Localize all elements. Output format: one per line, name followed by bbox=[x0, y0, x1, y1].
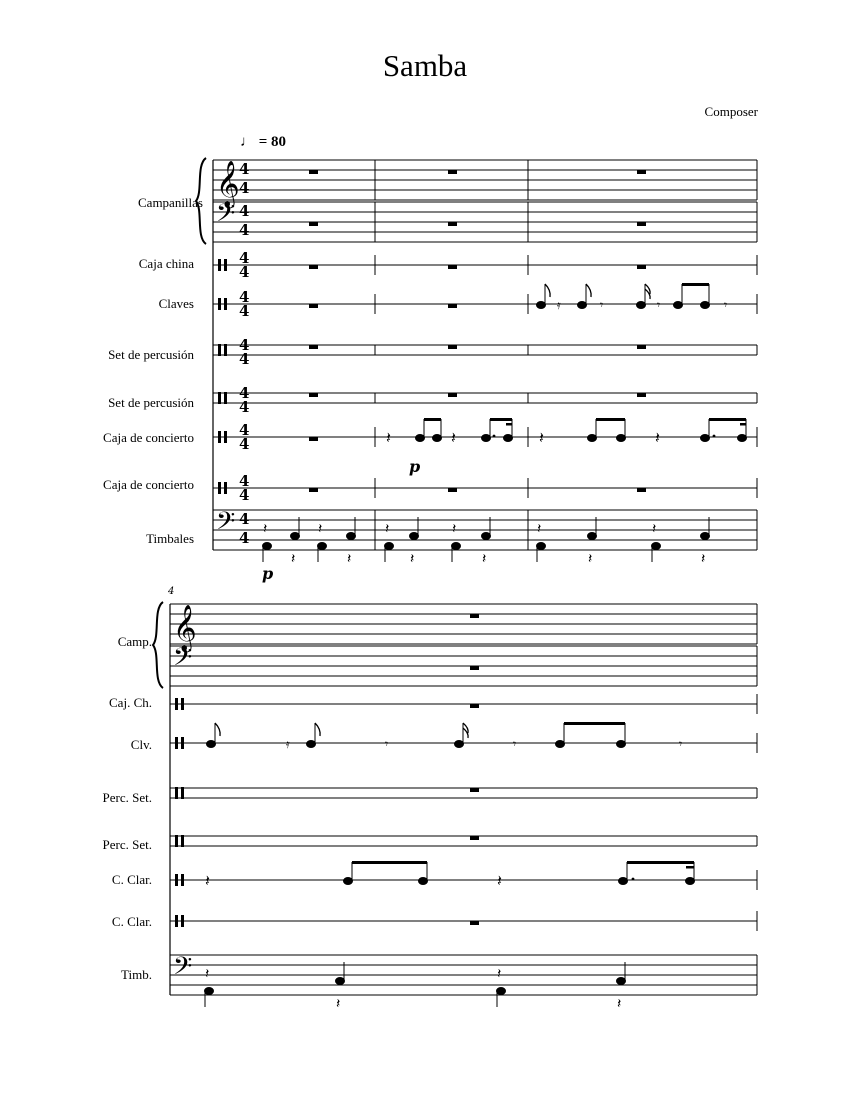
svg-text:𝄽: 𝄽 bbox=[452, 521, 457, 537]
staff-perc-set-2-s2 bbox=[170, 836, 757, 846]
svg-text:𝄽: 𝄽 bbox=[347, 551, 352, 567]
svg-text:𝄽: 𝄽 bbox=[336, 996, 341, 1012]
svg-text:𝄽: 𝄽 bbox=[652, 521, 657, 537]
svg-text:4: 4 bbox=[239, 486, 250, 504]
dynamic-piano: p bbox=[409, 457, 421, 476]
svg-text:4: 4 bbox=[239, 336, 250, 354]
brace-campanillas bbox=[196, 158, 206, 244]
svg-text:𝄽: 𝄽 bbox=[588, 551, 593, 567]
instrument-label-camp-short: Camp. bbox=[117, 634, 152, 649]
svg-text:𝄽: 𝄽 bbox=[701, 551, 706, 567]
svg-text:𝄽: 𝄽 bbox=[410, 551, 415, 567]
svg-text:𝄾: 𝄾 bbox=[385, 737, 389, 751]
c-clar-notes-system2 bbox=[205, 861, 695, 890]
claves-notes-system2 bbox=[207, 722, 683, 751]
svg-text:𝄾: 𝄾 bbox=[513, 737, 517, 751]
instrument-label-perc-set-short-1: Perc. Set. bbox=[102, 790, 152, 805]
svg-text:𝄽: 𝄽 bbox=[497, 966, 502, 982]
time-signatures bbox=[239, 160, 249, 547]
svg-text:4: 4 bbox=[239, 288, 250, 306]
instrument-label-caja-concierto-2: Caja de concierto bbox=[103, 477, 194, 492]
svg-text:𝄽: 𝄽 bbox=[451, 428, 456, 447]
staff-set-percusion-1 bbox=[213, 345, 757, 355]
instrument-label-set-percusion-1: Set de percusión bbox=[108, 347, 194, 362]
svg-text:4: 4 bbox=[239, 221, 250, 239]
svg-text:𝄽: 𝄽 bbox=[537, 521, 542, 537]
staff-campanillas-treble bbox=[213, 160, 757, 200]
svg-text:𝄽: 𝄽 bbox=[385, 521, 390, 537]
svg-text:4: 4 bbox=[239, 398, 250, 416]
svg-text:4: 4 bbox=[239, 384, 250, 402]
svg-text:𝄽: 𝄽 bbox=[617, 996, 622, 1012]
svg-text:𝄾: 𝄾 bbox=[657, 298, 661, 312]
svg-text:4: 4 bbox=[239, 510, 250, 528]
composer-name: Composer bbox=[704, 104, 758, 119]
svg-text:4: 4 bbox=[239, 421, 250, 439]
staff-timbales bbox=[213, 510, 757, 550]
timbales-notes-system1 bbox=[263, 517, 710, 567]
whole-rests-system1 bbox=[309, 170, 646, 492]
svg-text:𝄿: 𝄿 bbox=[286, 737, 290, 751]
whole-rests-system2 bbox=[470, 614, 479, 925]
percussion-clefs bbox=[175, 259, 227, 927]
caja-concierto-notes bbox=[386, 418, 747, 447]
score-title: Samba bbox=[382, 48, 468, 83]
svg-text:𝄽: 𝄽 bbox=[482, 551, 487, 567]
instrument-label-perc-set-short-2: Perc. Set. bbox=[102, 837, 152, 852]
claves-measure-3-notes bbox=[537, 283, 728, 312]
svg-text:4: 4 bbox=[239, 472, 250, 490]
svg-text:4: 4 bbox=[239, 263, 250, 281]
staff-perc-set-1-s2 bbox=[170, 788, 757, 798]
instrument-label-caj-ch-short: Caj. Ch. bbox=[109, 695, 152, 710]
instrument-label-clv-short: Clv. bbox=[130, 737, 152, 752]
svg-text:4: 4 bbox=[239, 202, 250, 220]
staff-camp-treble-s2 bbox=[170, 604, 757, 644]
bass-clef-icon: 𝄢 bbox=[216, 199, 236, 234]
instrument-label-claves: Claves bbox=[158, 296, 194, 311]
instrument-label-c-clar-short-1: C. Clar. bbox=[111, 872, 152, 887]
tempo-value: = 80 bbox=[258, 134, 287, 150]
measure-number: 4 bbox=[168, 586, 175, 597]
timb-notes-system2 bbox=[205, 962, 626, 1012]
brace-camp-s2 bbox=[153, 602, 163, 688]
svg-text:𝄾: 𝄾 bbox=[600, 298, 604, 312]
svg-text:𝄽: 𝄽 bbox=[318, 521, 323, 537]
svg-text:𝄽: 𝄽 bbox=[655, 428, 660, 447]
instrument-label-c-clar-short-2: C. Clar. bbox=[111, 914, 152, 929]
svg-text:4: 4 bbox=[239, 435, 250, 453]
svg-text:4: 4 bbox=[239, 302, 250, 320]
svg-text:𝄽: 𝄽 bbox=[539, 428, 544, 447]
svg-text:𝄽: 𝄽 bbox=[497, 871, 502, 890]
bass-clef-icon: 𝄢 bbox=[173, 952, 193, 987]
bass-clef-icon: 𝄢 bbox=[216, 507, 236, 542]
svg-text:𝄽: 𝄽 bbox=[205, 871, 210, 890]
instrument-label-timbales: Timbales bbox=[146, 531, 194, 546]
treble-clef-icon: 𝄞 bbox=[173, 605, 197, 651]
staff-camp-bass-s2 bbox=[170, 646, 757, 686]
svg-text:4: 4 bbox=[239, 160, 250, 178]
svg-text:4: 4 bbox=[239, 350, 250, 368]
dynamic-piano-timbales: p bbox=[262, 564, 274, 583]
quarter-note-icon: ♩ bbox=[240, 134, 255, 150]
instrument-label-set-percusion-2: Set de percusión bbox=[108, 395, 194, 410]
svg-text:𝄿: 𝄿 bbox=[557, 298, 561, 312]
svg-text:4: 4 bbox=[239, 179, 250, 197]
bass-clef-icon: 𝄢 bbox=[173, 643, 193, 678]
svg-text:𝄾: 𝄾 bbox=[679, 737, 683, 751]
svg-text:𝄽: 𝄽 bbox=[291, 551, 296, 567]
instrument-label-timb-short: Timb. bbox=[121, 967, 152, 982]
svg-text:𝄾: 𝄾 bbox=[724, 298, 728, 312]
svg-text:𝄽: 𝄽 bbox=[205, 966, 210, 982]
instrument-label-caja-concierto-1: Caja de concierto bbox=[103, 430, 194, 445]
instrument-label-campanillas: Campanillas bbox=[138, 195, 203, 210]
staff-set-percusion-2 bbox=[213, 393, 757, 403]
svg-text:4: 4 bbox=[239, 529, 250, 547]
svg-text:𝄽: 𝄽 bbox=[386, 428, 391, 447]
svg-text:4: 4 bbox=[239, 249, 250, 267]
treble-clef-icon: 𝄞 bbox=[216, 161, 240, 207]
instrument-label-caja-china: Caja china bbox=[138, 256, 194, 271]
staff-campanillas-bass bbox=[213, 202, 757, 242]
staff-timb-s2 bbox=[170, 955, 757, 995]
svg-text:𝄽: 𝄽 bbox=[263, 521, 268, 537]
